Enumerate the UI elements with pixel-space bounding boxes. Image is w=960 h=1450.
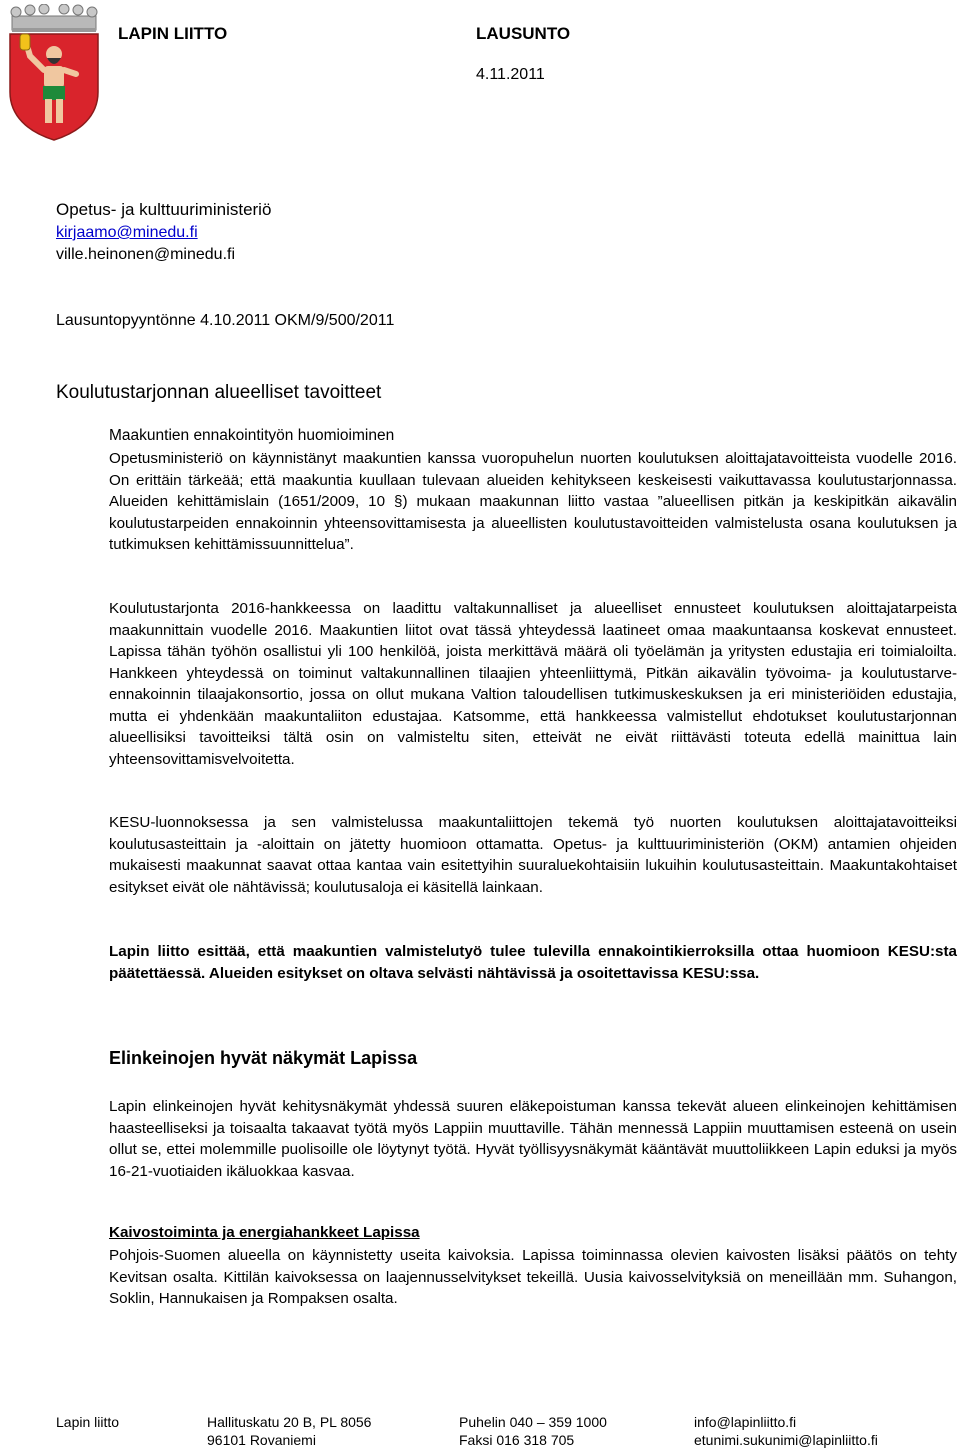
- org-name: LAPIN LIITTO: [118, 24, 228, 43]
- paragraph: Koulutustarjonta 2016-hankkeessa on laadittu valtakunnalliset ja alueelliset ennusteet koulutuksen aloittajatarpeista maakunnittain vuodelle 2016. Maakuntien liitot ovat tässä yhteydessä laatineet omaa maakuntaansa koskevat ennusteet. Lapissa tähän työhön osallistui yli 100 henkilöä, joista merkittävä määrä oli työelämän ja yritysten edustajia eri toimialoilta. Hankkeen yhteydessä on toiminut valtakunnallinen tilaajien yhteenliittymä, Pitkän aikavälin työvoima- ja koulutustarve-ennakoinnin tilaajakonsortio, jossa on ollut mukana Valtion taloudellisen tutkimuskeskuksen ja eri ministeriöiden edustajia, mutta ei yhdenkään maakuntaliiton edustajaa. Katsomme, että hankkeessa valmistellut ehdotukset koulutustarjonnan alueellisiksi tavoitteiksi tältä osin on valmisteltu siten, etteivät ne eivät riittävästi toteuta edellä mainittua lain yhteensovittamisvelvoitetta.: [109, 600, 957, 768]
- recipient-email-link[interactable]: kirjaamo@minedu.fi: [56, 224, 198, 241]
- page-title: Koulutustarjonnan alueelliset tavoitteet: [56, 382, 382, 403]
- paragraph: Opetusministeriö on käynnistänyt maakuntien kanssa vuoropuhelun nuorten koulutuksen aloittajatavoitteista vuodelle 2016. On erittäin tärkeää; että maakuntia kuullaan tulevaan alueiden kehitykseen keskeisesti vaikuttavassa koulutustarjonnassa. Alueiden kehittämislain (1651/2009, 10 §) mukaan maakunnan liitto vastaa ”alueellisen pitkän ja keskipitkän aikavälin koulutustarpeiden ennakoinnin yhteensovittamisesta ja alueellisten koulutustavoitteiden valmistelusta osana koulutuksen ja tutkimuksen kehittämissuunnittelua”.: [109, 450, 957, 553]
- section-heading: Maakuntien ennakointityön huomioiminen: [109, 427, 395, 444]
- lapland-coat-of-arms: [6, 4, 102, 142]
- footer-address: Hallituskatu 20 B, PL 8056 96101 Rovaniemi: [207, 1414, 372, 1448]
- conclusion-paragraph: Lapin liitto esittää, että maakuntien valmistelutyö tulee tulevilla ennakointikierroksilla ottaa huomioon KESU:sta päätettäessä. Alueiden esitykset on oltava selvästi nähtävissä ja osoitettavissa KESU:ssa.: [109, 943, 957, 982]
- crown-icon: [11, 4, 97, 32]
- reference-line: Lausuntopyyntönne 4.10.2011 OKM/9/500/2011: [56, 312, 395, 329]
- paragraph: Lapin elinkeinojen hyvät kehitysnäkymät yhdessä suuren eläkepoistuman kanssa tekevät alueen elinkeinojen kehittämisen haasteelliseksi ja toisaalta takaavat työtä myös Lappiin muuttaville. Tähän mennessä Lappiin muuttamisen esteenä on usein ollut se, ettei molemmille puolisoille ole löytynyt työtä. Hyvät työllisyysnäkymät kääntävät muuttoliikkeen Lapin eduksi ja myös 16-21-vuotiaiden ikäluokkaa kasvaa.: [109, 1098, 957, 1180]
- footer-org: Lapin liitto: [56, 1414, 120, 1430]
- paragraph: Pohjois-Suomen alueella on käynnistetty useita kaivoksia. Lapissa toiminnassa olevien kaivosten lisäksi päätös on tehty Kevitsan osalta. Kittilän kaivoksessa on laajennusselvitykset tekeillä. Uusia kaivosselvityksiä on meneillään mm. Suhangon, Soklin, Hannukaisen ja Rompaksen osalta.: [109, 1247, 957, 1307]
- section-heading: Elinkeinojen hyvät näkymät Lapissa: [109, 1048, 418, 1068]
- footer-phone: Puhelin 040 – 359 1000 Faksi 016 318 705: [459, 1414, 607, 1448]
- paragraph: KESU-luonnoksessa ja sen valmistelussa maakuntaliittojen tekemä työ nuorten koulutuksen aloittajatavoitteiksi koulutusasteittain ja -aloittain on jätetty huomioon ottamatta. Opetus- ja kulttuuriministeriön (OKM) antamien ohjeiden mukaisesti maakunnat saavat ottaa kantaa vain esitettyihin suuraluekohtaisiin lukuihin koulutusasteittain. Maakuntakohtaiset esitykset eivät ole nähtävissä; koulutusaloja ei käsitellä lainkaan.: [109, 814, 957, 896]
- recipient-name: Opetus- ja kulttuuriministeriö: [56, 200, 272, 219]
- document-date: 4.11.2011: [476, 66, 545, 83]
- document-type: LAUSUNTO: [476, 24, 571, 43]
- footer-email: info@lapinliitto.fi etunimi.sukunimi@lapinliitto.fi: [694, 1414, 878, 1448]
- recipient-email: ville.heinonen@minedu.fi: [56, 246, 236, 263]
- subsection-heading: Kaivostoiminta ja energiahankkeet Lapissa: [109, 1224, 420, 1241]
